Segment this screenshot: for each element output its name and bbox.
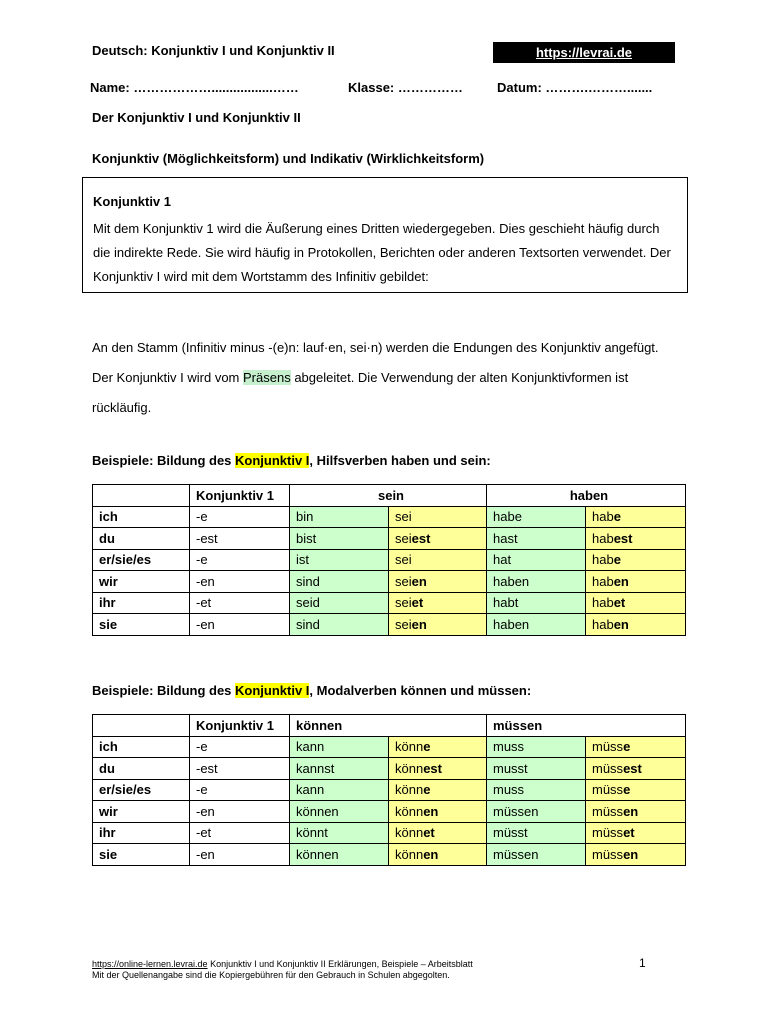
stem: sei [395,509,412,525]
stem: könn [395,782,424,798]
person-cell: ihr [93,822,190,844]
verb2-indicative-cell: haben [487,571,586,593]
verb1-konjunktiv-cell [389,822,487,844]
verb2-indicative-cell: müssen [487,801,586,823]
verb1-konjunktiv-cell [389,571,487,593]
stem: hab [592,573,614,589]
url-link[interactable]: https://levrai.de [535,45,633,60]
stem: sei [395,616,412,632]
stem: hab [592,616,614,632]
table-row [93,614,686,636]
ending: est [411,530,431,546]
verb2-konjunktiv-cell [586,822,686,844]
ending: en [613,573,629,589]
table-header-row [93,485,686,507]
verb1-indicative-cell: können [290,844,389,866]
table2-heading-pre: Beispiele: Bildung des [92,683,236,698]
ending: et [613,595,626,611]
ending: e [623,782,631,798]
verb1-konjunktiv-cell [389,614,487,636]
ending: en [423,803,439,819]
footer-link[interactable]: https://online-lernen.levrai.de [92,959,208,969]
stem: könn [395,803,424,819]
ending: et [411,595,424,611]
footer-copyright: Mit der Quellenangabe sind die Kopiergebühren für den Gebrauch in Schulen abgegolten. [92,970,450,980]
ending: en [613,616,629,632]
stem: müss [592,782,624,798]
main-heading: Der Konjunktiv I und Konjunktiv II [92,110,301,125]
table-row [93,758,686,780]
verb1-indicative-cell: kann [290,736,389,758]
verb1-konjunktiv-cell [389,844,487,866]
ending: est [613,530,633,546]
table-row [93,822,686,844]
footer-source [92,959,473,969]
verb1-indicative-cell: ist [290,549,389,571]
verb2-indicative-cell: hast [487,528,586,550]
ending: e [613,509,621,525]
person-cell: wir [93,801,190,823]
table-row [93,506,686,528]
verb2-konjunktiv-cell [586,592,686,614]
definition-box [82,177,688,293]
ending-cell: -est [190,758,290,780]
stem: könn [395,760,424,776]
table2-heading [92,683,531,698]
table-hilfsverben [92,484,686,636]
header-empty-cell [93,715,190,737]
table1-heading-post: , Hilfsverben haben und sein: [309,453,491,468]
verb1-konjunktiv-cell [389,758,487,780]
explanation-paragraph [92,333,672,423]
verb1-indicative-cell: sind [290,571,389,593]
table1-heading [92,453,491,468]
ending: e [623,739,631,755]
person-cell: er/sie/es [93,549,190,571]
verb1-konjunktiv-cell [389,528,487,550]
stem: sei [395,573,412,589]
verb2-indicative-cell: habe [487,506,586,528]
verb2-konjunktiv-cell [586,549,686,571]
header-verb1: können [290,715,487,737]
stem: hab [592,595,614,611]
ending: est [423,760,442,776]
verb1-konjunktiv-cell [389,592,487,614]
ending-cell: -e [190,549,290,571]
table2-heading-post: , Modalverben können und müssen: [309,683,532,698]
ending-cell: -en [190,571,290,593]
verb1-indicative-cell: bist [290,528,389,550]
ending-cell: -et [190,592,290,614]
name-field-label: Name: ……………….................…… [90,80,299,95]
person-cell: ich [93,736,190,758]
verb2-konjunktiv-cell [586,844,686,866]
paragraph-highlight: Präsens [243,370,291,385]
verb2-konjunktiv-cell [586,758,686,780]
definition-box-text: Mit dem Konjunktiv 1 wird die Äußerung eines Dritten wiedergegeben. Dies geschieht häufig durch die indirekte Rede. Sie wird häufig in Protokollen, Berichten oder anderen Textsorten verwendet. Der Konjunktiv I wird mit dem Wortstamm des Infinitiv gebildet: [93,221,671,284]
verb2-indicative-cell: müssen [487,844,586,866]
page-number: 1 [639,956,646,970]
table-row [93,549,686,571]
verb1-konjunktiv-cell [389,506,487,528]
verb2-indicative-cell: haben [487,614,586,636]
header-verb1: sein [290,485,487,507]
ending: en [623,846,639,862]
stem: müss [592,739,624,755]
table-header-row [93,715,686,737]
footer-line1: Konjunktiv I und Konjunktiv II Erklärungen, Beispiele – Arbeitsblatt [207,959,473,969]
verb1-indicative-cell: sind [290,614,389,636]
verb2-indicative-cell: hat [487,549,586,571]
ending: en [411,616,427,632]
datum-field-label: Datum: ……….………....... [497,80,653,95]
stem: sei [395,552,412,568]
ending-cell: -en [190,801,290,823]
ending-cell: -et [190,822,290,844]
person-cell: sie [93,614,190,636]
table1-heading-highlight: Konjunktiv I [235,453,310,468]
table-row [93,571,686,593]
ending-cell: -en [190,844,290,866]
stem: könn [395,846,424,862]
header-verb2: haben [487,485,686,507]
klasse-field-label: Klasse: …………… [348,80,463,95]
paragraph-part1: An den Stamm (Infinitiv minus -(e)n: lauf·en, sei·n) werden die Endungen des Konjunktiv angefügt. Der Konjunktiv I wird vom [92,340,659,385]
ending: e [613,552,621,568]
header-endings: Konjunktiv 1 [190,715,290,737]
person-cell: wir [93,571,190,593]
stem: hab [592,509,614,525]
ending: en [623,803,639,819]
verb2-konjunktiv-cell [586,614,686,636]
table1-heading-pre: Beispiele: Bildung des [92,453,236,468]
verb1-indicative-cell: kann [290,779,389,801]
verb1-indicative-cell: bin [290,506,389,528]
ending: en [423,846,439,862]
header-endings: Konjunktiv 1 [190,485,290,507]
stem: könn [395,825,424,841]
header-verb2: müssen [487,715,686,737]
verb2-indicative-cell: müsst [487,822,586,844]
verb1-konjunktiv-cell [389,549,487,571]
stem: müss [592,846,624,862]
table-row [93,736,686,758]
verb2-indicative-cell: musst [487,758,586,780]
stem: hab [592,530,614,546]
ending: e [423,782,431,798]
table-modalverben [92,714,686,866]
table-row [93,779,686,801]
verb2-konjunktiv-cell [586,506,686,528]
stem: sei [395,530,412,546]
ending: est [623,760,642,776]
url-banner[interactable] [493,42,675,63]
verb2-indicative-cell: muss [487,779,586,801]
verb1-konjunktiv-cell [389,779,487,801]
stem: könn [395,739,424,755]
table-row [93,801,686,823]
verb2-konjunktiv-cell [586,736,686,758]
definition-box-title: Konjunktiv 1 [93,194,172,209]
person-cell: du [93,758,190,780]
ending: et [623,825,635,841]
table-row [93,528,686,550]
header-empty-cell [93,485,190,507]
person-cell: du [93,528,190,550]
stem: hab [592,552,614,568]
person-cell: sie [93,844,190,866]
ending-cell: -e [190,736,290,758]
person-cell: ich [93,506,190,528]
verb2-konjunktiv-cell [586,801,686,823]
stem: müss [592,825,624,841]
table2-heading-highlight: Konjunktiv I [235,683,310,698]
table-row [93,592,686,614]
verb2-konjunktiv-cell [586,779,686,801]
ending: en [411,573,427,589]
ending-cell: -en [190,614,290,636]
stem: müss [592,760,624,776]
ending-cell: -est [190,528,290,550]
ending-cell: -e [190,506,290,528]
stem: sei [395,595,412,611]
stem: müss [592,803,624,819]
ending-cell: -e [190,779,290,801]
paragraph-part2: abgeleitet. Die Verwendung der alten Konjunktivformen ist rückläufig. [92,370,629,415]
verb1-indicative-cell: können [290,801,389,823]
ending: e [423,739,431,755]
verb1-indicative-cell: könnt [290,822,389,844]
document-title: Deutsch: Konjunktiv I und Konjunktiv II [92,43,335,58]
verb1-indicative-cell: kannst [290,758,389,780]
sub-heading: Konjunktiv (Möglichkeitsform) und Indikativ (Wirklichkeitsform) [92,151,485,166]
verb2-indicative-cell: muss [487,736,586,758]
person-cell: ihr [93,592,190,614]
verb1-indicative-cell: seid [290,592,389,614]
person-cell: er/sie/es [93,779,190,801]
table-row [93,844,686,866]
verb2-indicative-cell: habt [487,592,586,614]
verb1-konjunktiv-cell [389,801,487,823]
verb2-konjunktiv-cell [586,528,686,550]
verb1-konjunktiv-cell [389,736,487,758]
ending: et [423,825,435,841]
verb2-konjunktiv-cell [586,571,686,593]
